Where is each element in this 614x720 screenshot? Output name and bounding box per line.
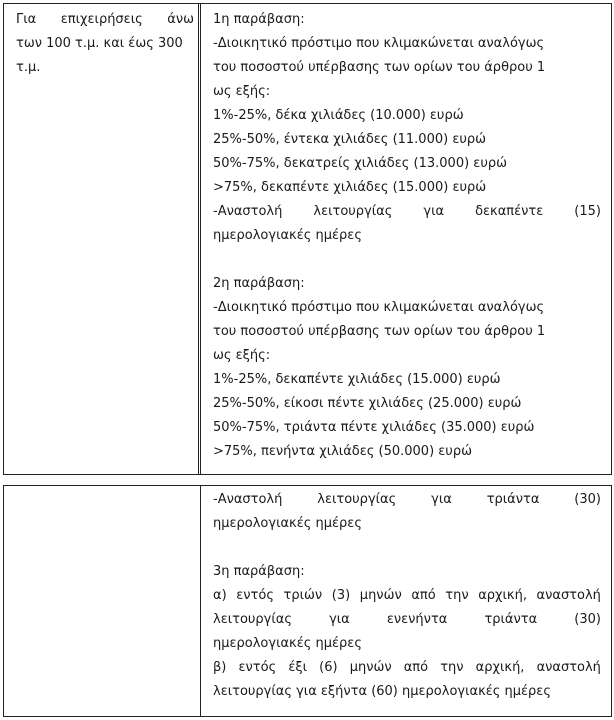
violation-3-option-a-days: ημερολογιακές ημέρες [213, 636, 362, 651]
word: μηνών [349, 660, 392, 675]
word: εντός [236, 588, 274, 603]
word: λειτουργίας [213, 612, 292, 627]
word: δεκαπέντε [475, 204, 544, 219]
violation-1-fine-text: του ποσοστού υπέρβασης των ορίων του άρθρου 1 [213, 60, 546, 75]
word: β) [213, 660, 227, 675]
word: (15) [574, 204, 601, 219]
word: α) [213, 588, 227, 603]
word: επιχειρήσεις [60, 12, 143, 27]
business-size-line-3: τ.μ. [16, 60, 41, 75]
word: -Αναστολή [213, 492, 283, 507]
word: (30) [574, 612, 601, 627]
word: έξι [288, 660, 308, 675]
violation-2-fine-range: >75%, πενήντα χιλιάδες (50.000) ευρώ [213, 444, 472, 459]
word: τριάντα [484, 612, 538, 627]
word: Για [16, 12, 37, 27]
word: από [403, 660, 429, 675]
word: για [423, 204, 445, 219]
word: αναστολή [536, 660, 601, 675]
violation-2-fine-text: ως εξής: [213, 348, 271, 363]
word: εντός [238, 660, 277, 675]
violation-3-option-b-line [213, 659, 601, 677]
violation-1-fine-range: 25%-50%, έντεκα χιλιάδες (11.000) ευρώ [213, 132, 487, 147]
violation-1-fine-range: 50%-75%, δεκατρείς χιλιάδες (13.000) ευρώ [213, 156, 507, 171]
regulation-table-part-2 [3, 485, 612, 717]
violation-2-suspension-line [213, 491, 601, 509]
violation-3-option-a-line [213, 587, 601, 605]
word: τριάντα [486, 492, 540, 507]
violation-2-fine-text: -Διοικητικό πρόστιμο που κλιμακώνεται αναλόγως [213, 300, 545, 315]
word: για [431, 492, 452, 507]
word: (30) [574, 492, 601, 507]
violation-2-fine-range: 50%-75%, τριάντα πέντε χιλιάδες (35.000) ευρώ [213, 420, 535, 435]
word: αναστολή [536, 588, 601, 603]
word: ενενήντα [386, 612, 448, 627]
word: από [411, 588, 436, 603]
violation-2-fine-text: του ποσοστού υπέρβασης των ορίων του άρθρου 1 [213, 324, 546, 339]
violation-1-fine-range: 1%-25%, δέκα χιλιάδες (10.000) ευρώ [213, 108, 464, 123]
word: μηνών [359, 588, 402, 603]
business-size-cell [4, 4, 201, 474]
violation-2-fine-range: 1%-25%, δεκαπέντε χιλιάδες (15.000) ευρώ [213, 372, 501, 387]
word: αρχική, [478, 588, 527, 603]
word: αρχική, [475, 660, 525, 675]
violation-2-title: 2η παράβαση: [213, 276, 305, 291]
word: άνω [167, 12, 194, 27]
business-size-line-2: των 100 τ.μ. και έως 300 [16, 36, 183, 51]
word: για [329, 612, 350, 627]
business-size-line-1 [16, 11, 194, 29]
violation-1-fine-range: >75%, δεκαπέντε χιλιάδες (15.000) ευρώ [213, 180, 487, 195]
regulation-table-part-1 [3, 3, 612, 475]
word: λειτουργίας [317, 492, 397, 507]
word: την [445, 588, 469, 603]
violation-1-suspension-line [213, 203, 601, 221]
word: -Αναστολή [213, 204, 283, 219]
violation-2-suspension-days: ημερολογιακές ημέρες [213, 516, 362, 531]
violation-1-title: 1η παράβαση: [213, 12, 305, 27]
penalties-cell-continued [201, 486, 611, 716]
penalties-cell [201, 4, 611, 474]
violation-3-title: 3η παράβαση: [213, 564, 305, 579]
word: λειτουργίας [313, 204, 393, 219]
word: (3) [331, 588, 351, 603]
violation-2-fine-range: 25%-50%, είκοσι πέντε χιλιάδες (25.000) ευρώ [213, 396, 522, 411]
violation-3-option-b-days: λειτουργίας για εξήντα (60) ημερολογιακές ημέρες [213, 684, 551, 699]
word: τριών [283, 588, 323, 603]
word: (6) [319, 660, 338, 675]
empty-size-cell [4, 486, 201, 716]
violation-1-fine-text: -Διοικητικό πρόστιμο που κλιμακώνεται αναλόγως [213, 36, 545, 51]
violation-3-option-a-line [213, 611, 601, 629]
violation-1-fine-text: ως εξής: [213, 84, 271, 99]
word: την [440, 660, 464, 675]
violation-1-suspension-days: ημερολογιακές ημέρες [213, 228, 362, 243]
